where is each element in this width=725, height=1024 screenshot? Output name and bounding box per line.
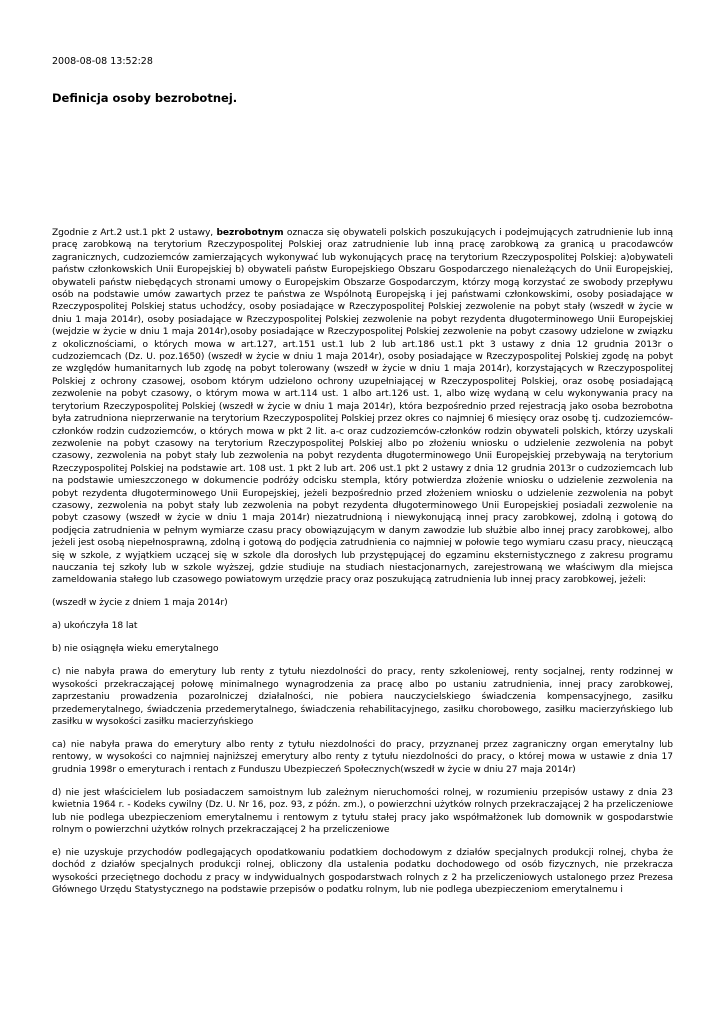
intro-rest: oznacza się obywateli polskich poszukujących i podejmujących zatrudnienie lub inną pracę zarobkową na terytorium Rzeczypospolitej Polskiej oraz zatrudnienie lub inną pracę zarobkową za granicą u pracodawców zagranicznych, cudzoziemców zamierzających wykonywać lub wykonujących pracę na terytorium Rzeczypospolitej Polskiej: a)obywateli państw członkowskich Unii Europejskiej b) obywateli państw Europejskiego Obszaru Gospodarczego nienależących do Unii Europejskiej, obywateli państw niebędących stronami umowy o Europejskim Obszarze Gospodarczym, którzy mogą korzystać ze swobody przepływu osób na podstawie umów zawartych przez te państwa ze Wspólnotą Europejską i jej państwami członkowskimi, osoby posiadające w Rzeczypospolitej Polskiej status uchodźcy, osoby posiadające w Rzeczypospolitej Polskiej zezwolenie na pobyt stały (wszedł w życie w dniu 1 maja 2014r), osoby posiadające w Rzeczypospolitej Polskiej zezwolenie na pobyt rezydenta długoterminowego Unii Europejskiej (wejdzie w życie w dniu 1 maja 2014r),osoby posiadające w Rzeczypospolitej Polskiej zezwolenie na pobyt czasowy udzielone w związku z okolicznościami, o których mowa w art.127, art.151 ust.1 lub 2 lub art.186 ust.1 pkt 3 ustawy z dnia 12 grudnia 2013r o cudzoziemcach (Dz. U. poz.1650) (wszedł w życie w dniu 1 maja 2014r), osoby posiadające w Rzeczypospolitej Polskiej zgodę na pobyt ze względów humanitarnych lub zgodę na pobyt tolerowany (wszedł w życie w dniu 1 maja 2014r), korzystających w Rzeczypospolitej Polskiej z ochrony czasowej, osobom którym udzielono ochrony uzupełniającej w Rzeczypospolitej Polskiej, oraz osobę posiadającą zezwolenie na pobyt czasowy, o którym mowa w art.114 ust. 1 albo art.126 ust. 1, albo wizę wydaną w celu wykonywania pracy na terytorium Rzeczypospolitej Polskiej (wszedł w życie w dniu 1 maja 2014r), która bezpośrednio przed rejestracją jako osoba bezrobotna była zatrudniona nieprzerwanie na terytorium Rzeczypospolitej Polskiej przez okres co najmniej 6 miesięcy oraz osobę tj. cudzoziemców-członków rodzin cudzoziemców, o których mowa w pkt 2 lit. a-c oraz cudzoziemców-członków rodzin obywateli polskich, którzy uzyskali zezwolenie na pobyt czasowy na terytorium Rzeczypospolitej Polskiej albo po złożeniu wniosku o udzielenie zezwolenia na pobyt czasowy, zezwolenia na pobyt stały lub zezwolenia na pobyt rezydenta długoterminowego Unii Europejskiej przebywają na terytorium Rzeczypospolitej Polskiej na podstawie art. 108 ust. 1 pkt 2 lub art. 206 ust.1 pkt 2 ustawy z dnia 12 grudnia 2013r o cudzoziemcach lub na podstawie umieszczonego w dokumencie podróży odcisku stempla, który potwierdza złożenie wniosku o udzielenie zezwolenia na pobyt rezydenta długoterminowego Unii Europejskiej, jeżeli bezpośrednio przed złożeniem wniosku o udzielenie zezwolenia na pobyt czasowy, zezwolenia na pobyt stały lub zezwolenia na pobyt rezydenta długoterminowego Unii Europejskiej posiadali zezwolenie na pobyt czasowy (wszedł w życie w dniu 1 maja 2014r) niezatrudnioną i niewykonującą innej pracy zarobkowej, zdolną i gotową do podjęcia zatrudnienia w pełnym wymiarze czasu pracy obowiązującym w danym zawodzie lub służbie albo innej pracy zarobkowej, albo jeżeli jest osobą niepełnosprawną, zdolną i gotową do podjęcia zatrudnienia co najmniej w połowie tego wymiaru czasu pracy, nieuczącą się w szkole, z wyjątkiem uczącej się w szkole dla dorosłych lub przystępującej do egzaminu eksternistycznego z zakresu programu nauczania tej szkoły lub w szkole wyższej, gdzie studiuje na studiach niestacjonarnych, zarejestrowaną we właściwym dla miejsca zameldowania stałego lub czasowego powiatowym urzędzie pracy oraz poszukującą zatrudnienia lub innej pracy zarobkowej, jeżeli: (52, 228, 673, 586)
condition-ca: ca) nie nabyła prawa do emerytury albo renty z tytułu niezdolności do pracy, przyznanej przez zagraniczny organ emerytalny lub rentowy, w wysokości co najmniej najniższej emerytury albo renty z tytułu niezdolności do pracy, o której mowa w ustawie z dnia 17 grudnia 1998r o emeryturach i rentach z Funduszu Ubezpieczeń Społecznych(wszedł w życie w dniu 27 maja 2014r) (52, 740, 673, 775)
condition-b: b) nie osiągnęła wieku emerytalnego (52, 644, 219, 655)
document-body (52, 227, 673, 907)
term-bezrobotnym: bezrobotnym (216, 228, 284, 238)
condition-a: a) ukończyła 18 lat (52, 621, 138, 632)
condition-d: d) nie jest właścicielem lub posiadaczem samoistnym lub zależnym nieruchomości rolnej, w rozumieniu przepisów ustawy z dnia 23 kwietnia 1964 r. - Kodeks cywilny (Dz. U. Nr 16, poz. 93, z późn. zm.), o powierzchni użytków rolnych przekraczającej 2 ha przeliczeniowe lub nie podlega ubezpieczeniom emerytalnemu i rentowym z tytułu stałej pracy jako współmałżonek lub domownik w gospodarstwie rolnym o powierzchni użytków rolnych przekraczającej 2 ha przeliczeniowe (52, 787, 673, 836)
document-page (52, 0, 673, 1024)
intro-paragraph (52, 227, 673, 587)
timestamp: 2008-08-08 13:52:28 (52, 56, 153, 67)
condition-e: e) nie uzyskuje przychodów podlegających opodatkowaniu podatkiem dochodowym z działów specjalnych produkcji rolnej, chyba że dochód z działów specjalnych produkcji rolnej, obliczony dla ustalenia podatku dochodowego od osób fizycznych, nie przekracza wysokości przeciętnego dochodu z pracy w indywidualnych gospodarstwach rolnych z 2 ha przeliczeniowych ustalonego przez Prezesa Głównego Urzędu Statystycznego na podstawie przepisów o podatku rolnym, lub nie podlega ubezpieczeniom emerytalnemu i (52, 848, 673, 896)
intro-lead: Zgodnie z Art.2 ust.1 pkt 2 ustawy, (52, 228, 217, 238)
condition-c: c) nie nabyła prawa do emerytury lub renty z tytułu niezdolności do pracy, renty szkoleniowej, renty socjalnej, renty rodzinnej w wysokości przekraczającej połowę minimalnego wynagrodzenia za pracę albo po ustaniu zatrudnienia, innej pracy zarobkowej, zaprzestaniu prowadzenia pozarolniczej działalności, nie pobiera nauczycielskiego świadczenia kompensacyjnego, zasiłku przedemerytalnego, świadczenia przedemerytalnego, świadczenia rehabilitacyjnego, zasiłku chorobowego, zasiłku macierzyńskiego lub zasiłku w wysokości zasiłku macierzyńskiego (52, 667, 673, 727)
page-title: Definicja osoby bezrobotnej. (52, 91, 238, 105)
effective-date-note: (wszedł w życie z dniem 1 maja 2014r) (52, 598, 228, 609)
